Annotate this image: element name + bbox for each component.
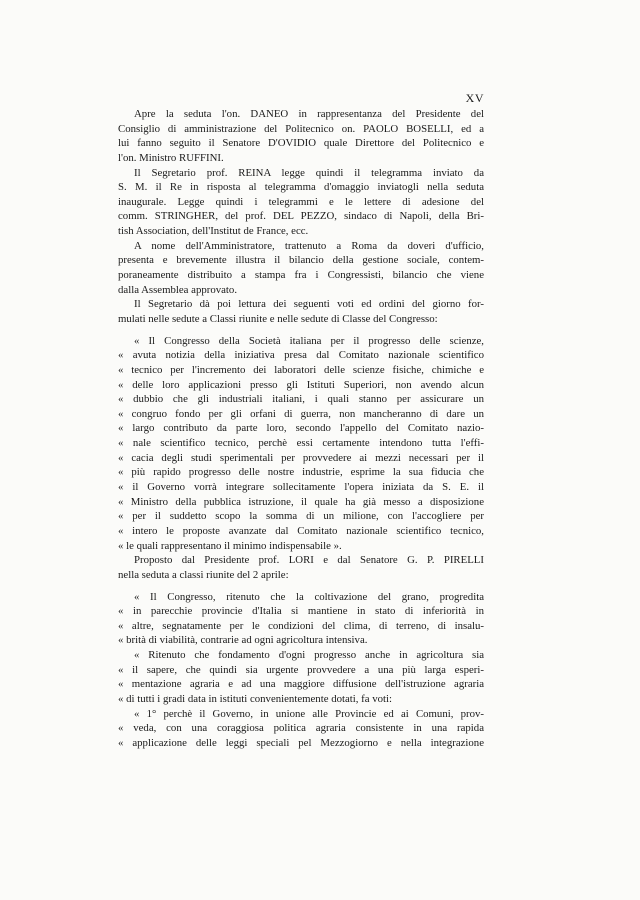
text-line: « brità di viabilità, contrarie ad ogni agricoltura intensiva. [118,634,368,647]
text-line: dalla Assemblea approvato. [118,283,238,296]
text-line: « delle loro applicazioni presso gli Istituti Superiori, non avendo alcun [118,378,484,391]
text-line: poraneamente distribuito a stampa fra i Congressisti, bilancio che viene [118,269,484,282]
text-line: « Il Congresso, ritenuto che la coltivazione del grano, progredita [134,590,484,603]
paragraph [118,334,484,554]
text-line: lui fanno seguito il Senatore D'OVIDIO quale Direttore del Politecnico e [118,137,484,150]
paragraph [118,553,484,582]
text-line: « applicazione delle leggi speciali pel Mezzogiorno e nella integrazione [118,736,484,749]
text-line: « intero le proposte avanzate dal Comitato nazionale scientifico tecnico, [118,524,484,537]
text-line: « dubbio che gli industriali italiani, i quali stanno per assicurare un [118,393,484,406]
text-line: « congruo fondo per gli orfani di guerra, non mancheranno di dare un [118,407,484,420]
text-line: inaugurale. Legge quindi i telegrammi e le lettere di adesione del [118,195,484,208]
text-line: « nale scientifico tecnico, perchè essi certamente intendono tutta l'effi- [118,437,484,450]
text-line: « in parecchie provincie d'Italia si mantiene in stato di inferiorità in [118,605,484,618]
text-line: « le quali rappresentano il minimo indispensabile ». [118,539,342,552]
text-line: « largo contributo da parte loro, secondo l'appello del Comitato nazio- [118,422,484,435]
text-line: « veda, con una coraggiosa politica agraria consistente in una rapida [118,722,484,735]
text-line: « 1° perchè il Governo, in unione alle Provincie ed ai Comuni, prov- [134,707,484,720]
text-line: S. M. il Re in risposta al telegramma d'omaggio inviatogli nella seduta [118,181,484,194]
text-line: Apre la seduta l'on. DANEO in rappresentanza del Presidente del [134,108,484,120]
text-line: Proposto dal Presidente prof. LORI e dal Senatore G. P. PIRELLI [134,554,484,567]
paragraph [118,297,484,326]
paragraph [118,166,484,239]
paragraph [118,107,484,166]
text-line: « Il Congresso della Società italiana per il progresso delle scienze, [134,334,484,347]
text-line: « tecnico per l'incremento dei laboratori delle scienze fisiche, chimiche e [118,363,484,376]
body-text [118,107,484,751]
text-line: « Ministro della pubblica istruzione, il quale ha già messo a disposizione [118,495,484,508]
text-line: « per il suddetto scopo la somma di un milione, con l'accogliere per [118,510,484,523]
text-line: presenta e brevemente illustra il bilancio della gestione sociale, contem- [118,254,484,267]
text-line: « cacia degli studi sperimentali per provvedere ai mezzi necessari per il [118,451,484,464]
text-line: « mentazione agraria e ad una maggiore diffusione dell'istruzione agraria [118,678,484,691]
text-line: « Ritenuto che fondamento d'ogni progresso anche in agricoltura sia [134,649,484,662]
text-line: « il Governo vorrà integrare sollecitamente l'opera iniziata da S. E. il [118,481,484,494]
text-line: l'on. Ministro RUFFINI. [118,151,224,164]
paragraph [118,707,484,751]
text-line: « più rapido progresso delle nostre industrie, esprime la sua fiducia che [118,466,484,479]
text-line: « di tutti i gradi data in istituti convenientemente dotati, fa voti: [118,692,393,705]
paragraph [118,590,484,649]
text-line: Il Segretario dà poi lettura dei seguenti voti ed ordini del giorno for- [134,298,484,311]
text-line: Il Segretario prof. REINA legge quindi il telegramma inviato da [134,166,484,179]
text-line: comm. STRINGHER, del prof. DEL PEZZO, sindaco di Napoli, della Bri- [118,210,484,223]
text-line: A nome dell'Amministratore, trattenuto a Roma da doveri d'ufficio, [134,239,484,252]
paragraph [118,648,484,707]
text-line: Consiglio di amministrazione del Politecnico on. PAOLO BOSELLI, ed a [118,122,484,135]
text-line: « avuta notizia della iniziativa presa dal Comitato nazionale scientifico [118,349,484,362]
page-number: XV [465,91,484,105]
paragraph [118,239,484,298]
text-line: mulati nelle sedute a Classi riunite e nelle sedute di Classe del Congresso: [118,312,438,325]
text-line: « il sapere, che quindi sia urgente provvedere a una più larga esperi- [118,663,484,676]
text-line: « altre, segnatamente per le condizioni del clima, di terreno, di insalu- [118,619,484,632]
paragraph-gap [118,583,484,590]
text-line: nella seduta a classi riunite del 2 aprile: [118,568,289,581]
text-line: tish Association, dell'Institut de France, ecc. [118,225,309,238]
paragraph-gap [118,327,484,334]
